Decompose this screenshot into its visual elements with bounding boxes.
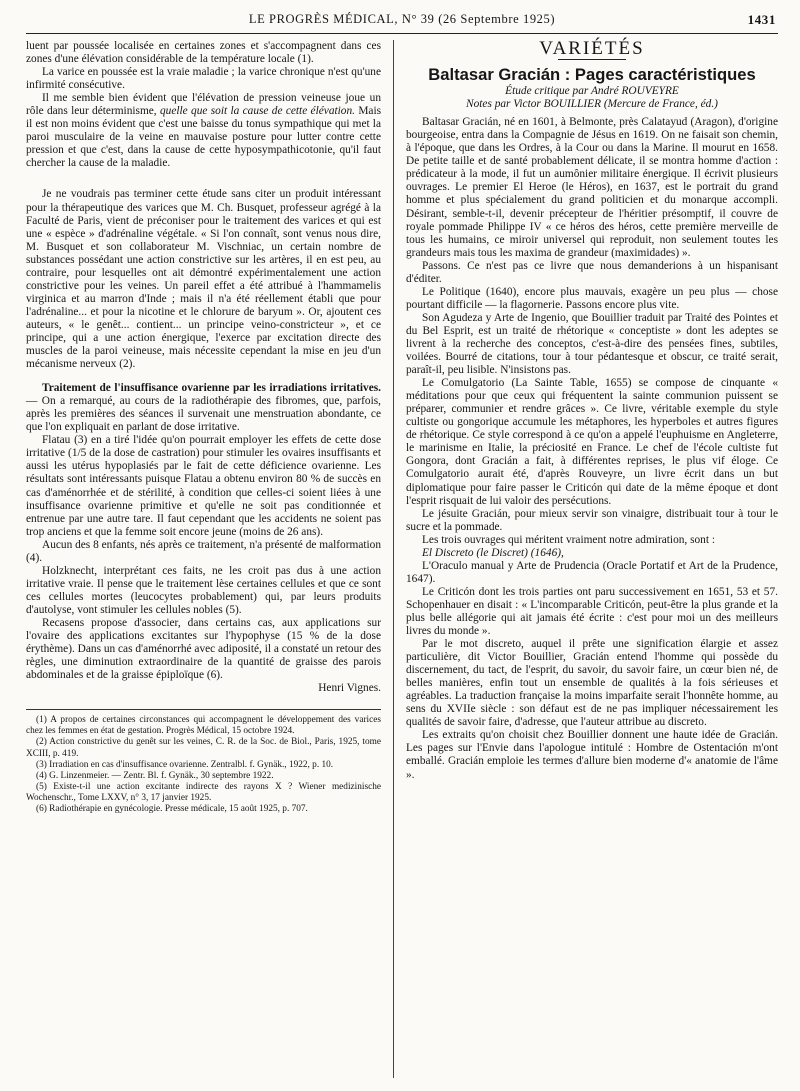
footnotes (26, 715, 381, 815)
paragraph: Flatau (3) en a tiré l'idée qu'on pourrait employer les effets de cette dose irritative (1/5 de la dose de castration) pour stimuler les ovaires insuffisants et aussi les utérus hypoplasiés par le fait de cette déficience ovarienne. Les résultats sont intéressants puisque Flatau a obtenu environ 80 % de succès en cas d'aménorrhée et de stérilité, à condition que celles-ci soient liées à une insuffisance ovarienne primitive et qu'elle ne soit pas conditionnée et entrenue par une autre tare. Il faut cependant que les accidents ne soient pas trop anciens et que la femme soit encore jeune (moins de 26 ans). (26, 434, 381, 538)
byline: Étude critique par André ROUVEYRE (505, 85, 679, 98)
paragraph: Par le mot discreto, auquel il prête une signification élargie et assez particulière, dit Victor Bouillier, Gracián entend l'homme qui possède du discernement, du tact, de l'esprit, du savoir, du savoir faire, un cœur bien né, de belles manières, enfin tout un ensemble de qualités à la fois sérieuses et agréables. La traduction française la moins imparfaite serait l'honnête homme, au sens du XVIIe siècle : son défaut est de ne pas impliquer nécessairement les qualités de savoir faire, d'adresse, que l'auteur attribue au discreto. (406, 638, 778, 729)
running-head-title: LE PROGRÈS MÉDICAL, N° 39 (26 Septembre 1925) (248, 12, 556, 26)
running-head (26, 12, 778, 30)
paragraph: Son Agudeza y Arte de Ingenio, que Bouillier traduit par Traité des Pointes et du Bel Esprit, est un traité de rhétorique « conceptiste » dont les adeptes se livrent à la recherche des conceptos, c'est-à-dire des pensées fines, subtiles, voilées. Bourré de citations, tour à tour pédantesque et obscur, ce traité serait, paraît-il, peu lisible. N'insistons pas. (406, 311, 778, 377)
right-column (406, 40, 778, 782)
column-divider (393, 40, 394, 1078)
text-run: — On a remarqué, au cours de la radiothérapie des fibromes, que, parfois, après les premières des séances il survenait une menstruation abondante, ce que l'on expliquait en parlant de dose irritative. (26, 395, 381, 434)
footnote: (1) A propos de certaines circonstances qui accompagnent le développement des varices chez les femmes en état de gestation. Progrès Médical, 15 octobre 1924. (26, 715, 381, 737)
header-rule (26, 33, 778, 34)
paragraph: Baltasar Gracián, né en 1601, à Belmonte, près Calatayud (Aragon), d'origine bourgeoise, entra dans la Compagnie de Jésus en 1619. On ne faisait son chemin, à l'époque, que dans les Ordres, à la Cour ou dans la Marine. Il mourut en 1658. De petite taille et de santé probablement délicate, il se montra homme d'action : prédicateur à la mode, il fut un aumônier militaire énergique. Il écrivit plusieurs ouvrages. Le premier El Heroe (le Héros), en 1637, est le portrait du grand homme et plus spécialement du grand politicien et du monarque accompli. Désirant, semble-t-il, devenir précepteur de l'héritier présomptif, il couvre de royale pommade Philippe IV « ce héros des héros, cette première merveille de tous les humains, ce miroir universel qui reproduit, non seulement toutes les grandeurs mais tous les maxima de grandeur (maximidades) ». (406, 116, 778, 259)
paragraph: Passons. Ce n'est pas ce livre que nous demanderions à un hispanisant d'éditer. (406, 259, 778, 285)
text-run: Il me semble bien évident que l'élévation de pression veineuse joue un rôle dans leur déterminisme, (26, 92, 381, 118)
paragraph: La varice en poussée est la vraie maladie ; la varice chronique n'est qu'une infirmité consécutive. (26, 66, 381, 92)
paragraph: Je ne voudrais pas terminer cette étude sans citer un produit intéressant pour la thérapeutique des varices que M. Ch. Busquet, professeur agrégé à la Faculté de Paris, vient de préconiser pour le traitement des varices et qui est une « espèce » d'adrénaline végétale. « Si l'on connaît, sont venus nous dire, M. Busquet et son collaborateur M. Vischniac, un certain nombre de substances possédant une action constrictive sur les artères, il en est peu, au contraire, pour lesquelles ont ait démontré expérimentalement une action constrictive pour les veines. Un pareil effet a été attribué à l'hammamelis virginica et au marron d'Inde ; mais il n'a été réellement établi que pour l'adrénaline... et pour la nicotine et le chlorure de baryum ». Or, ajoutent ces auteurs, « le genêt... contient... un principe veino-constricteur », et ce principe, qui a une action énergique, l'exerce par excitation directe des muscles de la paroi veineuse, mais nécessite cependant la mise en jeu d'un mécanisme nerveux (2). (26, 188, 381, 371)
paragraph: luent par poussée localisée en certaines zones et s'accompagnent dans ces zones d'une élévation considérable de la température locale (1). (26, 40, 381, 66)
paragraph: Les extraits qu'on choisit chez Bouillier donnent une haute idée de Gracián. Les pages sur l'Envie dans l'apologue intitulé : Hombre de Ostentación m'ont emballé. Gracián emploie les termes d'allure bien moderne d'« anatomie de l'âme ». (406, 729, 778, 781)
paragraph: Holzknecht, interprétant ces faits, ne les croit pas dus à une action irritative vraie. Il pense que le traitement lèse certaines cellules et que ce sont ces cellules mortes (leucocytes probablement) qui, par leurs produits d'autolyse, vont stimuler les cellules nobles (5). (26, 564, 381, 616)
section-rule (558, 59, 626, 60)
italic-run: quelle que soit la cause de cette élévation. (159, 105, 355, 118)
footnote: (6) Radiothérapie en gynécologie. Presse médicale, 15 août 1925, p. 707. (36, 804, 308, 814)
article-title: Baltasar Gracián : Pages caractéristiques (428, 65, 756, 85)
footnote: (3) Irradiation en cas d'insuffisance ovarienne. Zentralbl. f. Gynäk., 1922, p. 10. (36, 759, 334, 770)
paragraph: Le Criticón dont les trois parties ont paru successivement en 1651, 53 et 57. Schopenhauer en disait : « L'incomparable Criticón, peut-être la plus grande et la plus belle allégorie qui ait jamais été écrite : c'est pour moi un des meilleurs livres du monde ». (406, 585, 778, 638)
footnote: (4) G. Linzenmeier. — Zentr. Bl. f. Gynäk., 30 septembre 1922. (36, 770, 274, 781)
paragraph: Le jésuite Gracián, pour mieux servir son vinaigre, distribuait tour à tour le sucre et la pommade. (406, 507, 778, 533)
paragraph: Aucun des 8 enfants, nés après ce traitement, n'a présenté de malformation (4). (26, 538, 381, 564)
paragraph: L'Oraculo manual y Arte de Prudencia (Oracle Portatif et Art de la Prudence, 1647). (406, 559, 778, 585)
footnote: (5) Existe-t-il une action excitante indirecte des rayons X ? Wiener medizinische Wochenschr., Tome LXXV, n° 3, 17 janvier 1925. (26, 781, 381, 803)
paragraph: Recasens propose d'associer, dans certains cas, aux applications sur l'ovaire des applications excitantes sur l'hypophyse (15 % de la dose érythème). Dans un cas d'aménorrhé avec adiposité, il a constaté un retour des règles, une diminution extraordinaire de la quantité de graisse des parois abdominales et de la graisse épiploïque (6). (26, 616, 381, 682)
footnote-rule (26, 709, 381, 710)
footnote: (2) Action constrictive du genêt sur les veines, C. R. de la Soc. de Biol., Paris, 1925, tome XCIII, p. 419. (26, 737, 381, 759)
signature: Henri Vignes. (318, 682, 381, 695)
paragraph: Le Politique (1640), encore plus mauvais, exagère un peu plus — chose pourtant difficile — la flagornerie. Passons encore plus vite. (406, 285, 778, 311)
text-run: Mais il est non moins évident que c'est une baisse du tonus sympathique qui met la paroi musculaire de la veine en mauvaise posture pour lutter contre cette pression et que c'est, dans la cause de cette hyposympathicotonie, qu'il faut chercher la cause de la maladie. (26, 105, 382, 170)
section-heading: VARIÉTÉS (539, 38, 645, 59)
ovarian-section (26, 382, 381, 434)
paragraph (26, 92, 381, 170)
section-title: Traitement de l'insuffisance ovarienne par les irradiations irritatives. (42, 382, 381, 395)
paragraph: Les trois ouvrages qui méritent vraiment notre admiration, sont : (422, 533, 715, 546)
left-column (26, 40, 381, 815)
paragraph: El Discreto (le Discret) (1646), (422, 546, 564, 559)
paragraph: Le Comulgatorio (La Sainte Table, 1655) se compose de cinquante « méditations pour que ceux qui fréquentent la sainte communion puissent se préparer, communier et rendre grâces ». Ce livre, véritable exemple du style cultiste ou gongorique accumule les métaphores, les hyperboles et autres figures de rhétorique. Ce style correspond à ce qu'on a appelé l'euphuisme en Angleterre, le marinisme en Italie, la préciosité en France. Le chef de l'école cultiste fut Gongora, dont Gracián a fait, à différentes reprises, le plus vif éloge. Ce Comulgatorio aurait été, d'après Rouveyre, un livre écrit dans un but diplomatique pour faire passer le Criticón qui date de la même époque et dont l'esprit risquait de lui valoir des persécutions. (406, 377, 778, 507)
page-number: 1431 (747, 12, 776, 27)
byline: Notes par Victor BOUILLIER (Mercure de France, éd.) (466, 98, 718, 111)
